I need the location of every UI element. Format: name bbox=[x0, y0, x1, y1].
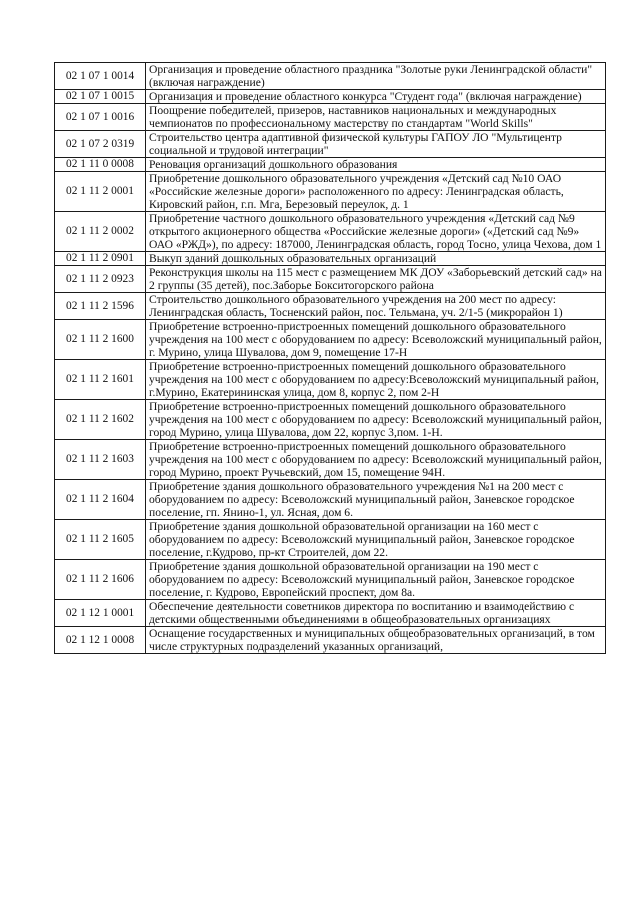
row-code: 02 1 07 2 0319 bbox=[55, 131, 146, 158]
row-code: 02 1 11 2 1605 bbox=[55, 520, 146, 560]
row-code: 02 1 11 2 1606 bbox=[55, 560, 146, 600]
row-description: Приобретение дошкольного образовательного учреждения «Детский сад №10 ОАО «Российские железные дороги» расположенного по адресу: Ленинградская область, Кировский район, г.п. Мга, Березовый переулок, д. 1 bbox=[146, 172, 606, 212]
row-code: 02 1 07 1 0014 bbox=[55, 63, 146, 90]
row-description: Приобретение встроенно-пристроенных помещений дошкольного образовательного учреждения на 100 мест с оборудованием по адресу: Всеволожский муниципальный район, г. Мурино, улица Шувалова, дом 9, помещение 17-Н bbox=[146, 320, 606, 360]
table-row bbox=[55, 480, 606, 520]
row-code: 02 1 11 2 0001 bbox=[55, 172, 146, 212]
table-row bbox=[55, 293, 606, 320]
row-description: Организация и проведение областного праздника "Золотые руки Ленинградской области" (включая награждение) bbox=[146, 63, 606, 90]
row-code: 02 1 11 2 1603 bbox=[55, 440, 146, 480]
table-row bbox=[55, 440, 606, 480]
row-code: 02 1 11 2 1602 bbox=[55, 400, 146, 440]
row-code: 02 1 11 2 1604 bbox=[55, 480, 146, 520]
row-code: 02 1 11 2 0901 bbox=[55, 252, 146, 266]
row-description: Строительство центра адаптивной физической культуры ГАПОУ ЛО "Мультицентр социальной и трудовой интеграции" bbox=[146, 131, 606, 158]
row-code: 02 1 07 1 0016 bbox=[55, 104, 146, 131]
row-code: 02 1 11 2 1601 bbox=[55, 360, 146, 400]
row-description: Приобретение здания дошкольного образовательного учреждения №1 на 200 мест с оборудованием по адресу: Всеволожский муниципальный район, Заневское городское поселение, гп. Янино-1, ул. Ясная, дом 6. bbox=[146, 480, 606, 520]
table-row bbox=[55, 360, 606, 400]
row-code: 02 1 07 1 0015 bbox=[55, 90, 146, 104]
table-row bbox=[55, 627, 606, 654]
row-code: 02 1 11 2 0002 bbox=[55, 212, 146, 252]
row-description: Приобретение частного дошкольного образовательного учреждения «Детский сад №9 открытого акционерного общества «Российские железные дороги» («Детский сад №9» ОАО «РЖД»), по адресу: 187000, Ленинградская область, город Тосно, улица Чехова, дом 1 bbox=[146, 212, 606, 252]
table-row bbox=[55, 320, 606, 360]
row-description: Строительство дошкольного образовательного учреждения на 200 мест по адресу: Ленинградская область, Тосненский район, пос. Тельмана, уч. 2/1-5 (микрорайон 1) bbox=[146, 293, 606, 320]
table-row bbox=[55, 158, 606, 172]
row-description: Приобретение здания дошкольной образовательной организации на 190 мест с оборудованием по адресу: Всеволожский муниципальный район, Заневское городское поселение, г. Кудрово, Европейский проспект, дом 8а. bbox=[146, 560, 606, 600]
table-row bbox=[55, 212, 606, 252]
row-description: Реконструкция школы на 115 мест с размещением МК ДОУ «Заборьевский детский сад» на 2 группы (35 детей), пос.Заборье Бокситогорского района bbox=[146, 266, 606, 293]
table-row bbox=[55, 131, 606, 158]
row-description: Приобретение встроенно-пристроенных помещений дошкольного образовательного учреждения на 100 мест с оборудованием по адресу: Всеволожский муниципальный район, город Мурино, улица Шувалова, дом 22, корпус 3,пом. 1-Н. bbox=[146, 400, 606, 440]
row-description: Выкуп зданий дошкольных образовательных организаций bbox=[146, 252, 606, 266]
row-description: Приобретение встроенно-пристроенных помещений дошкольного образовательного учреждения на 100 мест с оборудованием по адресу: Всеволожский муниципальный район, город Мурино, проект Ручьевский, дом 15, помещение 94Н. bbox=[146, 440, 606, 480]
table-body bbox=[55, 63, 606, 654]
row-description: Реновация организаций дошкольного образования bbox=[146, 158, 606, 172]
table-row bbox=[55, 252, 606, 266]
table-row bbox=[55, 560, 606, 600]
table-row bbox=[55, 400, 606, 440]
row-code: 02 1 11 2 0923 bbox=[55, 266, 146, 293]
table-row bbox=[55, 266, 606, 293]
document-page bbox=[54, 62, 606, 654]
row-description: Приобретение встроенно-пристроенных помещений дошкольного образовательного учреждения на 100 мест с оборудованием по адресу:Всеволожский муниципальный район, г.Мурино, Екатерининская улица, дом 8, корпус 2, пом 2-Н bbox=[146, 360, 606, 400]
row-description: Поощрение победителей, призеров, наставников национальных и международных чемпионатов по профессиональному мастерству по стандартам "World Skills" bbox=[146, 104, 606, 131]
budget-classification-table bbox=[54, 62, 606, 654]
table-row bbox=[55, 520, 606, 560]
row-code: 02 1 12 1 0008 bbox=[55, 627, 146, 654]
row-code: 02 1 11 0 0008 bbox=[55, 158, 146, 172]
table-row bbox=[55, 104, 606, 131]
row-description: Приобретение здания дошкольной образовательной организации на 160 мест с оборудованием по адресу: Всеволожский муниципальный район, Заневское городское поселение, г.Кудрово, пр-кт Строителей, дом 22. bbox=[146, 520, 606, 560]
row-code: 02 1 11 2 1596 bbox=[55, 293, 146, 320]
row-description: Организация и проведение областного конкурса "Студент года" (включая награждение) bbox=[146, 90, 606, 104]
table-row bbox=[55, 172, 606, 212]
row-description: Оснащение государственных и муниципальных общеобразовательных организаций, в том числе структурных подразделений указанных организаций, bbox=[146, 627, 606, 654]
table-row bbox=[55, 63, 606, 90]
row-description: Обеспечение деятельности советников директора по воспитанию и взаимодействию с детскими общественными объединениями в общеобразовательных организациях bbox=[146, 600, 606, 627]
table-row bbox=[55, 90, 606, 104]
row-code: 02 1 12 1 0001 bbox=[55, 600, 146, 627]
row-code: 02 1 11 2 1600 bbox=[55, 320, 146, 360]
table-row bbox=[55, 600, 606, 627]
